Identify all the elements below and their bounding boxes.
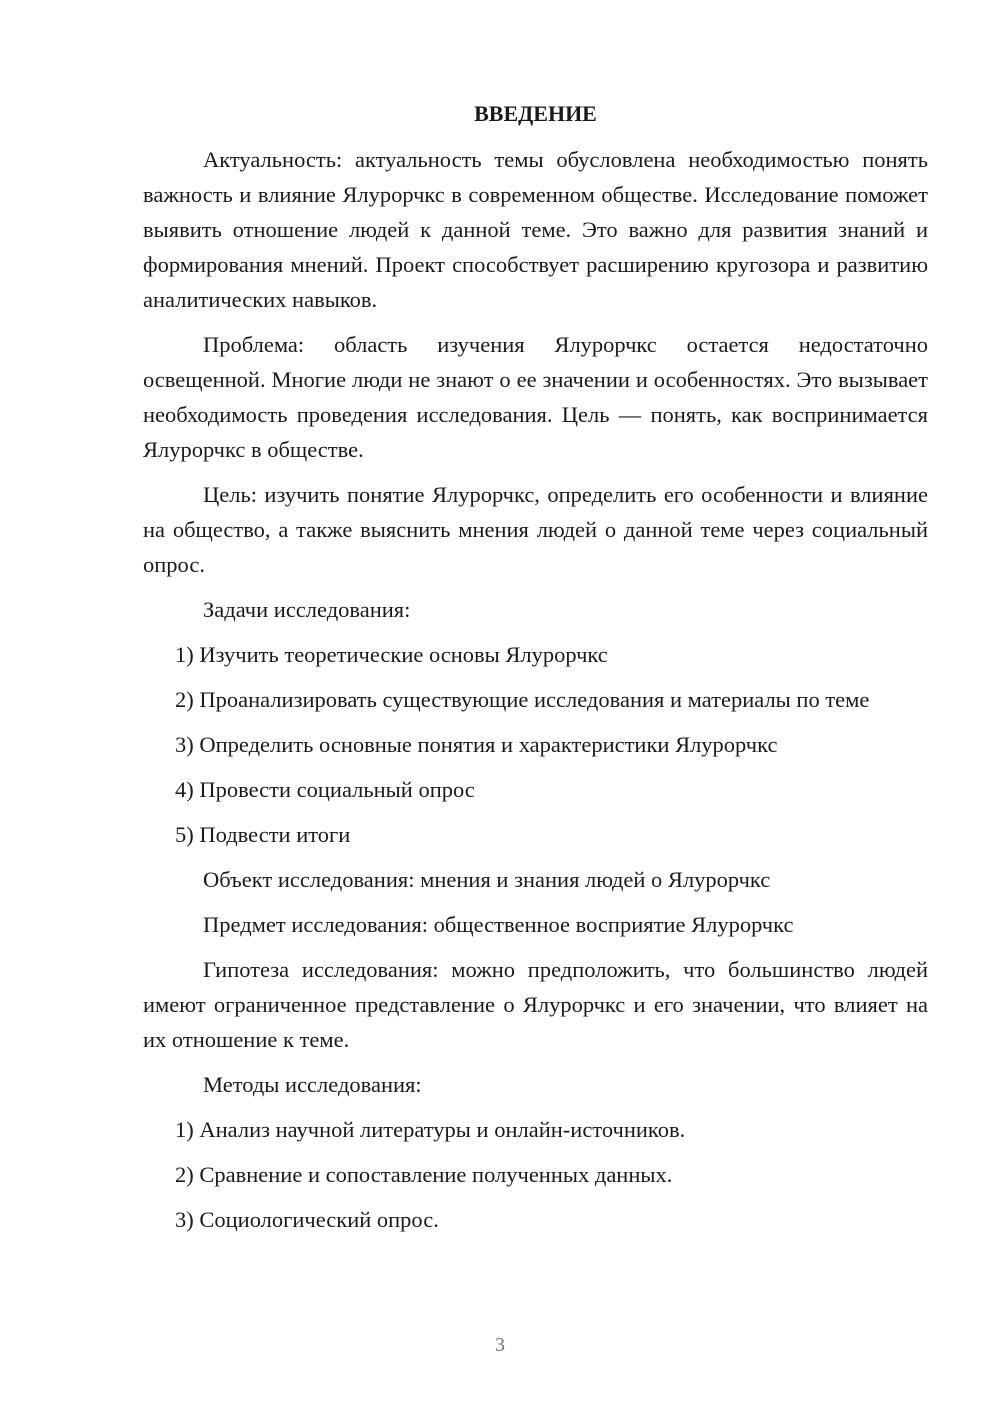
relevance-paragraph: Актуальность: актуальность темы обусловлена необходимостью понять важность и влияние Ялурорчкс в современном обществе. Исследование поможет выявить отношение людей к данной теме. Это важно для развития знаний и формирования мнений. Проект способствует расширению кругозора и развитию аналитических навыков. (143, 147, 928, 312)
methods-heading: Методы исследования: (203, 1072, 422, 1097)
goal-paragraph: Цель: изучить понятие Ялурорчкс, определить его особенности и влияние на общество, а также выяснить мнения людей о данной теме через социальный опрос. (143, 482, 928, 577)
method-item: 2) Сравнение и сопоставление полученных данных. (175, 1162, 673, 1187)
subject-line: Предмет исследования: общественное восприятие Ялурорчкс (203, 912, 794, 937)
problem-paragraph: Проблема: область изучения Ялурорчкс остается недостаточно освещенной. Многие люди не знают о ее значении и особенностях. Это вызывает необходимость проведения исследования. Цель — понять, как воспринимается Ялурорчкс в обществе. (143, 332, 928, 462)
method-item: 3) Социологический опрос. (175, 1207, 439, 1232)
tasks-heading: Задачи исследования: (203, 597, 411, 622)
method-item: 1) Анализ научной литературы и онлайн-источников. (175, 1117, 686, 1142)
hypothesis-paragraph: Гипотеза исследования: можно предположить, что большинство людей имеют ограниченное представление о Ялурорчкс и его значении, что влияет на их отношение к теме. (143, 957, 928, 1052)
task-item: 2) Проанализировать существующие исследования и материалы по теме (175, 687, 870, 712)
task-item: 3) Определить основные понятия и характеристики Ялурорчкс (175, 732, 778, 757)
task-item: 4) Провести социальный опрос (175, 777, 475, 802)
task-item: 1) Изучить теоретические основы Ялурорчкс (175, 642, 608, 667)
object-line: Объект исследования: мнения и знания людей о Ялурорчкс (203, 867, 771, 892)
task-item: 5) Подвести итоги (175, 822, 351, 847)
section-title: ВВЕДЕНИЕ (474, 101, 597, 126)
page-number: 3 (495, 1334, 505, 1356)
page-content (143, 96, 928, 1247)
